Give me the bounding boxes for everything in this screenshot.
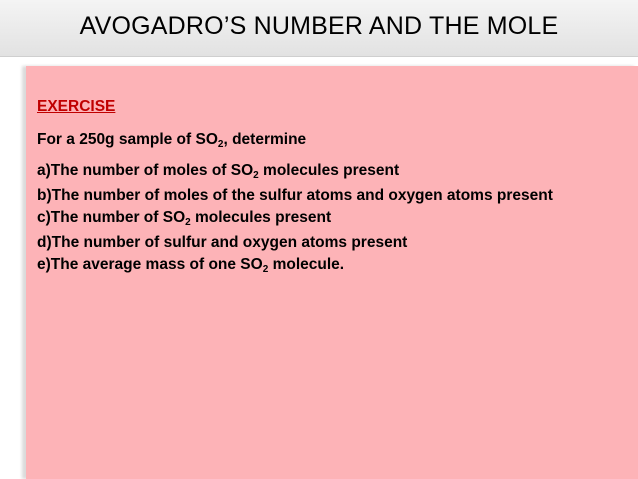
question-c-end: molecules present bbox=[190, 209, 332, 226]
exercise-label: EXERCISE bbox=[37, 98, 116, 115]
question-c-start: c)The number of SO bbox=[37, 209, 186, 226]
question-e-end: molecule. bbox=[268, 256, 345, 273]
question-e bbox=[37, 254, 627, 276]
title-bar bbox=[0, 0, 638, 57]
question-e-subscript: 2 bbox=[262, 264, 269, 275]
question-c-subscript: 2 bbox=[185, 217, 191, 228]
question-a-subscript: 2 bbox=[253, 170, 259, 181]
question-e-start: e)The average mass of one SO bbox=[37, 256, 263, 273]
exercise-body bbox=[37, 96, 627, 276]
question-d: d)The number of sulfur and oxygen atoms present bbox=[37, 234, 408, 251]
exercise-intro bbox=[37, 129, 627, 151]
question-a-end: molecules present bbox=[258, 162, 400, 179]
question-a-start: a)The number of moles of SO bbox=[37, 162, 254, 179]
question-b: b)The number of moles of the sulfur atoms and oxygen atoms present bbox=[37, 187, 553, 204]
intro-text-start: For a 250g sample of SO bbox=[37, 131, 218, 148]
intro-text-end: , determine bbox=[223, 131, 307, 148]
question-c bbox=[37, 207, 627, 229]
question-a bbox=[37, 160, 627, 182]
slide-title: AVOGADRO’S NUMBER AND THE MOLE bbox=[79, 12, 559, 40]
intro-subscript: 2 bbox=[217, 139, 224, 150]
